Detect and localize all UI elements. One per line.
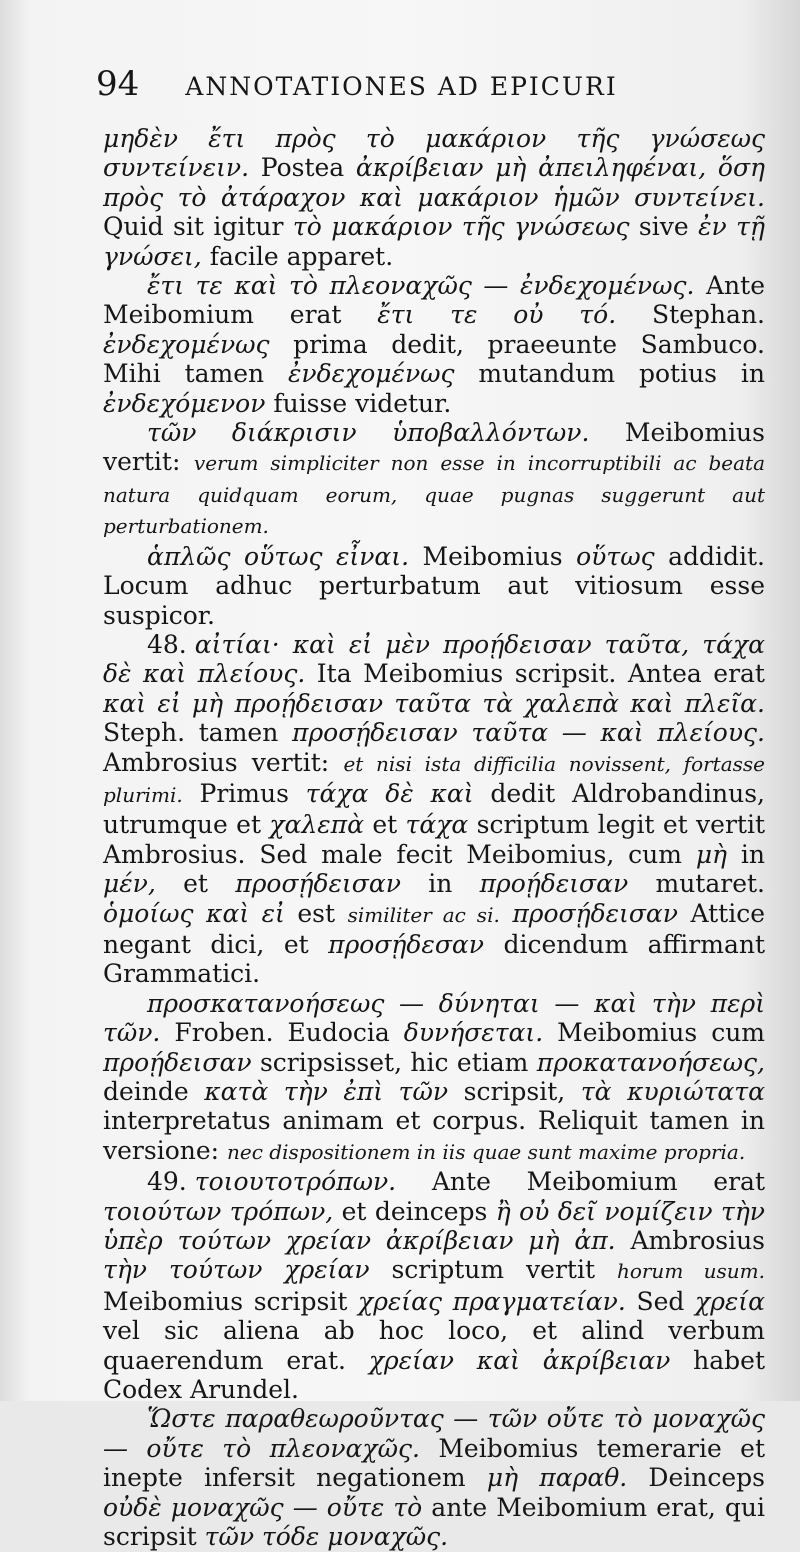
latin-text: Ita Meibomius scripsit. Antea erat [305, 659, 765, 689]
latin-text: Deinceps [627, 1463, 765, 1493]
latin-text: Meibomius temerarie et inepte infersit negationem [103, 1433, 765, 1493]
latin-text: mutandum potius in [454, 359, 765, 389]
latin-text: scriptum legit et vertit Ambrosius. Sed male fecit Meibomius, cum [103, 810, 765, 869]
greek-text: ἢ οὐ δεῖ νομίζειν τὴν ὑπὲρ τούτων χρείαν ἀκρίβειαν μὴ ἀπ. [103, 1196, 765, 1256]
latin-text: Ambrosius [615, 1226, 766, 1256]
note-number: 49. [147, 1167, 187, 1197]
greek-text: προκατανοήσεως, [536, 1047, 765, 1077]
latin-text: et [363, 810, 406, 840]
greek-text: τὸ μακάριον τῆς γνώσεως [292, 212, 630, 242]
annotation-paragraph [103, 1404, 765, 1551]
latin-text: habet Codex Arundel. [103, 1345, 765, 1405]
latin-text: fuisse videtur. [265, 388, 452, 418]
annotation-paragraph [103, 989, 765, 1167]
latin-text: et deinceps [333, 1196, 496, 1226]
annotation-text [103, 124, 765, 1552]
latin-text: Sed [625, 1286, 696, 1316]
latin-text: addidit. Locum adhuc perturbatum aut vitiosum esse suspicor. [103, 541, 765, 630]
annotation-paragraph [103, 542, 765, 630]
page-header [96, 64, 736, 108]
greek-text: τὴν τούτων χρείαν [103, 1255, 370, 1285]
latin-text: sive [629, 212, 699, 242]
latin-text: Meibomius cum [543, 1018, 765, 1048]
annotation-paragraph [103, 630, 765, 989]
latin-text: interpretatus animam et corpus. Reliquit tamen in versione: [103, 1106, 765, 1165]
latin-text: scriptum vertit [369, 1255, 617, 1285]
greek-text: τῶν διάκρισιν ὑποβαλλόντων. [147, 418, 590, 448]
greek-text: προσῄδεισαν ταῦτα — καὶ πλείους. [292, 718, 765, 748]
greek-text: μὴ [695, 839, 728, 869]
page-number: 94 [96, 64, 140, 104]
greek-text: τάχα δὲ καὶ [305, 778, 474, 808]
greek-text: Ὥστε παραθεωροῦντας — τῶν οὔτε τὸ μοναχῶς — οὔτε τὸ πλεοναχῶς. [103, 1404, 765, 1463]
latin-italic-text: nec dispositionem in iis quae sunt maxime propria. [227, 1139, 746, 1164]
greek-text: τοιουτοτρόπων. [194, 1167, 397, 1197]
latin-text: Steph. tamen [103, 718, 293, 748]
latin-text [500, 899, 513, 928]
greek-text: ὁμοίως καὶ εἰ [103, 898, 285, 928]
greek-text: οὐδὲ μοναχῶς — οὔτε τὸ [103, 1492, 423, 1522]
greek-text: προῄδεισαν [103, 1047, 252, 1077]
latin-text: Ambrosius vertit: [103, 747, 344, 777]
greek-text: οὕτως [576, 541, 655, 571]
latin-text: in [400, 869, 480, 899]
greek-text: χρείαν καὶ ἀκρίβειαν [368, 1345, 671, 1375]
latin-text: Stephan. [616, 300, 765, 330]
greek-text: ἀκρίβειαν μὴ ἀπειληφέναι, ὅση πρὸς τὸ ἀτάραχον καὶ μακάριον ἡμῶν συντείνει. [103, 153, 765, 212]
latin-text: scripsit, [448, 1077, 581, 1106]
latin-text: facile apparet. [201, 241, 394, 271]
greek-text: ἁπλῶς οὕτως εἶναι. [147, 541, 410, 571]
annotation-paragraph [103, 1167, 765, 1404]
greek-text: ἔτι τε καὶ τὸ πλεοναχῶς — ἐνδεχομένως. [147, 271, 695, 301]
latin-text: mutaret. [628, 869, 765, 899]
greek-text: προσῄδεισαν [512, 898, 678, 928]
latin-text: Meibomius vertit: [103, 418, 765, 477]
latin-text: Meibomius scripsit [103, 1286, 359, 1316]
latin-text: Froben. Eudocia [160, 1018, 404, 1048]
greek-text: χρείας πραγματείαν. [358, 1286, 626, 1316]
annotation-paragraph [103, 271, 765, 418]
latin-text: prima dedit, praeeunte Sambuco. Mihi tamen [103, 329, 765, 389]
greek-text: τῶν τόδε μοναχῶς. [204, 1522, 449, 1552]
latin-text: ante Meibomium erat, qui scripsit [103, 1492, 765, 1552]
latin-text: dedit Aldrobandinus, utrumque et [103, 778, 765, 840]
latin-italic-text: et nisi ista difficilia novissent, fortasse plurimi. [103, 751, 766, 807]
latin-text: dicendum affirmant Grammatici. [103, 929, 765, 989]
latin-text: Attice negant dici, et [103, 898, 765, 959]
latin-text: Ante Meibomium erat [396, 1167, 765, 1197]
greek-text: ἐνδεχομένως [103, 329, 270, 359]
greek-text: ἐνδεχόμενον [103, 388, 266, 418]
latin-text: Meibomius [409, 541, 577, 571]
greek-text: προσκατανοήσεως — δύνηται — καὶ τὴν περὶ τῶν. [103, 988, 765, 1048]
latin-text: deinde [103, 1077, 205, 1106]
latin-text: et [155, 869, 236, 899]
latin-italic-text: verum simpliciter non esse in incorruptibili ac beata natura quidquam eorum, quae pugnas suggerunt aut perturbationem. [103, 451, 765, 539]
annotation-paragraph [103, 418, 765, 542]
latin-text: Ante Meibomium erat [103, 271, 765, 330]
greek-text: μηδὲν ἔτι πρὸς τὸ μακάριον τῆς γνώσεως συντείνειν. [103, 124, 765, 183]
greek-text: δυνήσεται. [403, 1018, 544, 1048]
latin-text: scripsisset, hic etiam [251, 1047, 537, 1077]
greek-text: προσῄδεισαν [235, 869, 401, 899]
latin-text: Quid sit igitur [103, 212, 293, 242]
latin-italic-text: similiter ac si. [347, 902, 500, 927]
greek-text: προσῄδεσαν [328, 929, 484, 959]
greek-text: ἔτι τε οὐ τό. [377, 300, 617, 330]
greek-text: τάχα [405, 810, 469, 840]
latin-text: est [284, 898, 348, 928]
greek-text: ἐν τῇ γνώσει, [103, 212, 765, 271]
greek-text: ἐνδεχομένως [288, 359, 455, 389]
greek-text: μὴ παραθ. [486, 1463, 628, 1493]
greek-text: μέν, [103, 869, 156, 899]
greek-text: χρεία [695, 1286, 765, 1316]
greek-text: χαλεπὰ [269, 810, 364, 840]
annotation-paragraph [103, 124, 765, 271]
running-title: ANNOTATIONES AD EPICURI [185, 72, 618, 101]
latin-italic-text: horum usum. [616, 1259, 765, 1284]
note-number: 48. [147, 629, 187, 659]
greek-text: καὶ εἰ μὴ προῄδεισαν ταῦτα τὰ χαλεπὰ καὶ πλεῖα. [103, 688, 765, 718]
latin-text: Primus [182, 778, 306, 808]
greek-text: προῄδεισαν [479, 869, 629, 899]
latin-text: vel sic aliena ab hoc loco, et alind verbum quaerendum erat. [103, 1316, 765, 1375]
greek-text: κατὰ τὴν ἐπὶ τῶν [204, 1077, 449, 1106]
greek-text: τοιούτων τρόπων, [103, 1196, 334, 1226]
greek-text: αἰτίαι· καὶ εἰ μὲν προῄδεισαν ταῦτα, τάχα δὲ καὶ πλείους. [103, 629, 765, 689]
latin-text: Postea [249, 153, 356, 183]
greek-text: τὰ κυριώτατα [580, 1077, 766, 1106]
latin-text: in [727, 839, 765, 869]
